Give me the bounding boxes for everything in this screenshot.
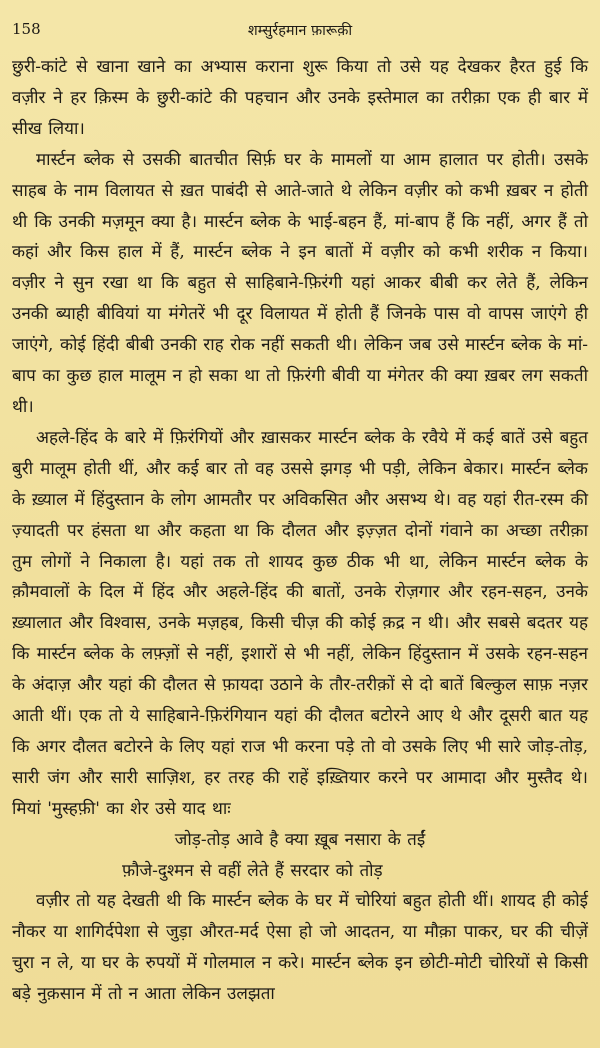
body-text xyxy=(12,52,588,1010)
verse-line: जोड़-तोड़ आवे है क्या ख़ूब नसारा के तईं xyxy=(174,829,426,850)
page-number: 158 xyxy=(12,20,41,38)
verse-line: फ़ौजे-दुश्मन से वहीं लेते हैं सरदार को तोड़ xyxy=(122,860,383,881)
paragraph: अहले-हिंद के बारे में फ़िरंगियों और ख़ासकर मार्स्टन ब्लेक के रवैये में कई बातें उसे बहुत बुरी मालूम होती थीं, और कई बार तो वह उससे झगड़ भी पड़ी, लेकिन बेकार। मार्स्टन ब्लेक के ख़्याल में हिंदुस्तान के लोग आमतौर पर अविकसित और असभ्य थे। वह यहां रीत-रस्म की ज़्यादती पर हंसता था और कहता था कि दौलत और इज़्ज़त दोनों गंवाने का अच्छा तरीक़ा तुम लोगों ने निकाला है। यहां तक तो शायद कुछ ठीक भी था, लेकिन मार्स्टन ब्लेक के क़ौमवालों के दिल में हिंद और अहले-हिंद की बातों, उनके रोज़गार और रहन-सहन, उनके ख़्यालात और विश्वास, उनके मज़हब, किसी चीज़ की कोई क़द्र न थी। और सबसे बदतर यह कि मार्स्टन ब्लेक के लफ़्ज़ों से नहीं, इशारों से भी नहीं, लेकिन हिंदुस्तान में उसके रहन-सहन के अंदाज़ और यहां की दौलत से फ़ायदा उठाने के तौर-तरीक़ों से दो बातें बिल्कुल साफ़ नज़र आती थीं। एक तो ये साहिबाने-फ़िरंगियान यहां की दौलत बटोरने आए थे और दूसरी बात यह कि अगर दौलत बटोरने के लिए यहां राज भी करना पड़े तो वो उसके लिए भी सारे जोड़-तोड़, सारी जंग और सारी साज़िश, हर तरह की राहें इख़्तियार करने पर आमादा और मुस्तैद थे। मियां 'मुस्हफ़ी' का शेर उसे याद थाः xyxy=(12,427,588,819)
paragraph-continued: छुरी-कांटे से खाना खाने का अभ्यास कराना शुरू किया तो उसे यह देखकर हैरत हुई कि वज़ीर ने हर क़िस्म के छुरी-कांटे की पहचान और उनके इस्तेमाल का तरीक़ा एक ही बार में सीख लिया। xyxy=(12,57,588,139)
paragraph: वज़ीर तो यह देखती थी कि मार्स्टन ब्लेक के घर में चोरियां बहुत होती थीं। शायद ही कोई नौकर या शागिर्दपेशा से जुड़ा औरत-मर्द ऐसा हो जो आदतन, या मौक़ा पाकर, घर की चीज़ें चुरा न ले, या घर के रुपयों में गोलमाल न करे। मार्स्टन ब्लेक इन छोटी-मोटी चोरियों से किसी बड़े नुक़सान में तो न आता लेकिन उलझता xyxy=(12,891,588,1005)
paragraph: मार्स्टन ब्लेक से उसकी बातचीत सिर्फ़ घर के मामलों या आम हालात पर होती। उसके साहब के नाम विलायत से ख़त पाबंदी से आते-जाते थे लेकिन वज़ीर को कभी ख़बर न होती थी कि उनकी मज़मून क्या है। मार्स्टन ब्लेक के भाई-बहन हैं, मां-बाप हैं कि नहीं, अगर हैं तो कहां और किस हाल में हैं, मार्स्टन ब्लेक ने इन बातों में वज़ीर को कभी शरीक न किया। वज़ीर ने सुन रखा था कि बहुत से साहिबाने-फ़िरंगी यहां आकर बीबी कर लेते हैं, लेकिन उनकी ब्याही बीवियां या मंगेतरें भी दूर विलायत में होती हैं जिनके पास वो वापस जाएंगे ही जाएंगे, कोई हिंदी बीबी उनकी राह रोक नहीं सकती थी। लेकिन जब उसे मार्स्टन ब्लेक के मां-बाप का कुछ हाल मालूम न हो सका था तो फ़िरंगी बीवी या मंगेतर की क्या ख़बर लग सकती थी। xyxy=(12,149,588,417)
running-title: शम्सुर्रहमान फ़ारूक़ी xyxy=(247,23,353,39)
page-header xyxy=(12,16,588,52)
